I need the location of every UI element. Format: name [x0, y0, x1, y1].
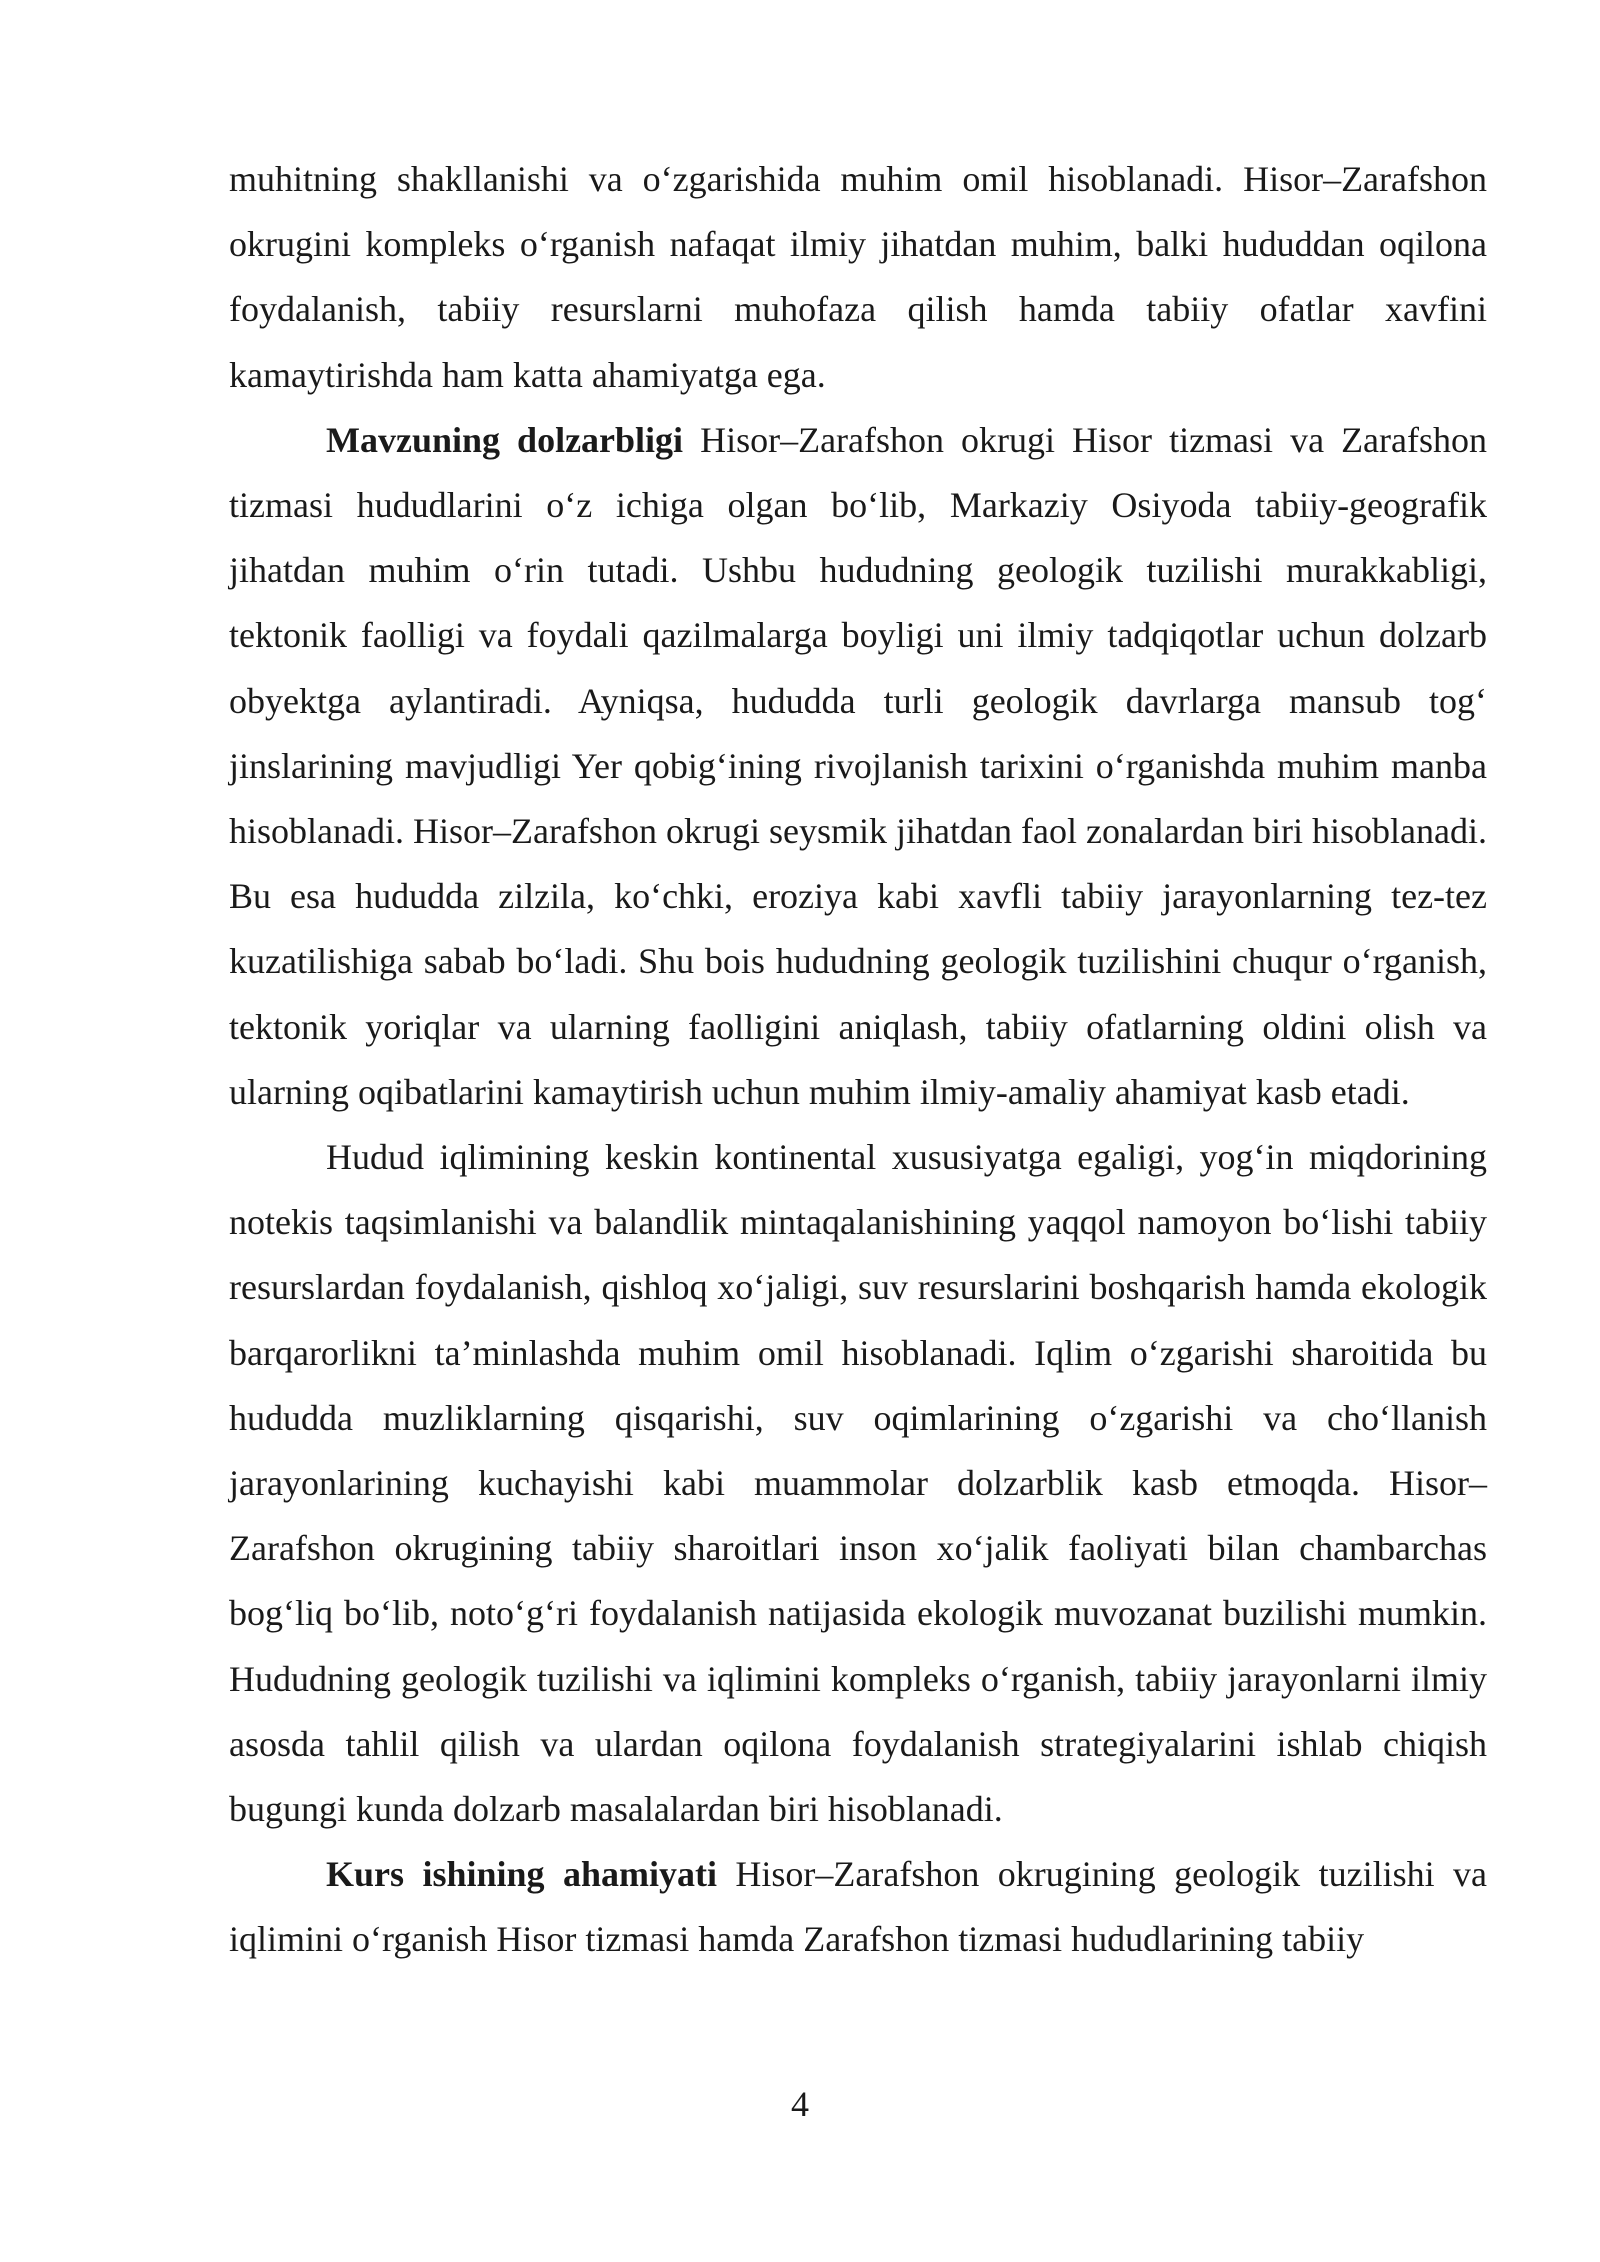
paragraph-text: muhitning shakllanishi va o‘zgarishida muhim omil hisoblanadi. Hisor–Zarafshon okrugini kompleks o‘rganish nafaqat ilmiy jihatdan muhim, balki hududdan oqilona foydalanish, tabiiy resurslarni muhofaza qilish hamda tabiiy ofatlar xavfini kamaytirishda ham katta ahamiyatga ega. [229, 159, 1487, 395]
paragraph-text: Hisor–Zarafshon okrugi Hisor tizmasi va Zarafshon tizmasi hududlarini o‘z ichiga olgan bo‘lib, Markaziy Osiyoda tabiiy-geografik jihatdan muhim o‘rin tutadi. Ushbu hududning geologik tuzilishi murakkabligi, tektonik faolligi va foydali qazilmalarga boyligi uni ilmiy tadqiqotlar uchun dolzarb obyektga aylantiradi. Ayniqsa, hududda turli geologik davrlarga mansub tog‘ jinslarining mavjudligi Yer qobig‘ining rivojlanish tarixini o‘rganishda muhim manba hisoblanadi. Hisor–Zarafshon okrugi seysmik jihatdan faol zonalardan biri hisoblanadi. Bu esa hududda zilzila, ko‘chki, eroziya kabi xavfli tabiiy jarayonlarning tez-tez kuzatilishiga sabab bo‘ladi. Shu bois hududning geologik tuzilishini chuqur o‘rganish, tektonik yoriqlar va ularning faolligini aniqlash, tabiiy ofatlarning oldini olish va ularning oqibatlarini kamaytirish uchun muhim ilmiy-amaliy ahamiyat kasb etadi. [229, 419, 1488, 1112]
paragraph-text: Hudud iqlimining keskin kontinental xususiyatga egaligi, yog‘in miqdorining notekis taqsimlanishi va balandlik mintaqalanishining yaqqol namoyon bo‘lishi tabiiy resurslardan foydalanish, qishloq xo‘jaligi, suv resurslarini boshqarish hamda ekologik barqarorlikni ta’minlashda muhim omil hisoblanadi. Iqlim o‘zgarishi sharoitida bu hududda muzliklarning qisqarishi, suv oqimlarining o‘zgarishi va cho‘llanish jarayonlarining kuchayishi kabi muammolar dolzarblik kasb etmoqda. Hisor–Zarafshon okrugining tabiiy sharoitlari inson xo‘jalik faoliyati bilan chambarchas bog‘liq bo‘lib, noto‘g‘ri foydalanish natijasida ekologik muvozanat buzilishi mumkin. Hududning geologik tuzilishi va iqlimini kompleks o‘rganish, tabiiy jarayonlarni ilmiy asosda tahlil qilish va ulardan oqilona foydalanish strategiyalarini ishlab chiqish bugungi kunda dolzarb masalalardan biri hisoblanadi. [229, 1137, 1487, 1830]
paragraph-heading: Mavzuning dolzarbligi [326, 419, 684, 460]
paragraph-course-importance [229, 1842, 1487, 1972]
paragraph-climate [229, 1125, 1487, 1842]
paragraph-heading: Kurs ishining ahamiyati [326, 1854, 717, 1895]
paragraph-text: Hisor–Zarafshon okrugining geologik tuzilishi va iqlimini o‘rganish Hisor tizmasi hamda Zarafshon tizmasi hududlarining tabiiy [229, 1854, 1488, 1960]
paragraph-topic-relevance [229, 408, 1487, 1125]
paragraph-intro-continuation [229, 147, 1487, 408]
page-number: 4 [791, 2084, 809, 2124]
body-text [229, 147, 1487, 1973]
